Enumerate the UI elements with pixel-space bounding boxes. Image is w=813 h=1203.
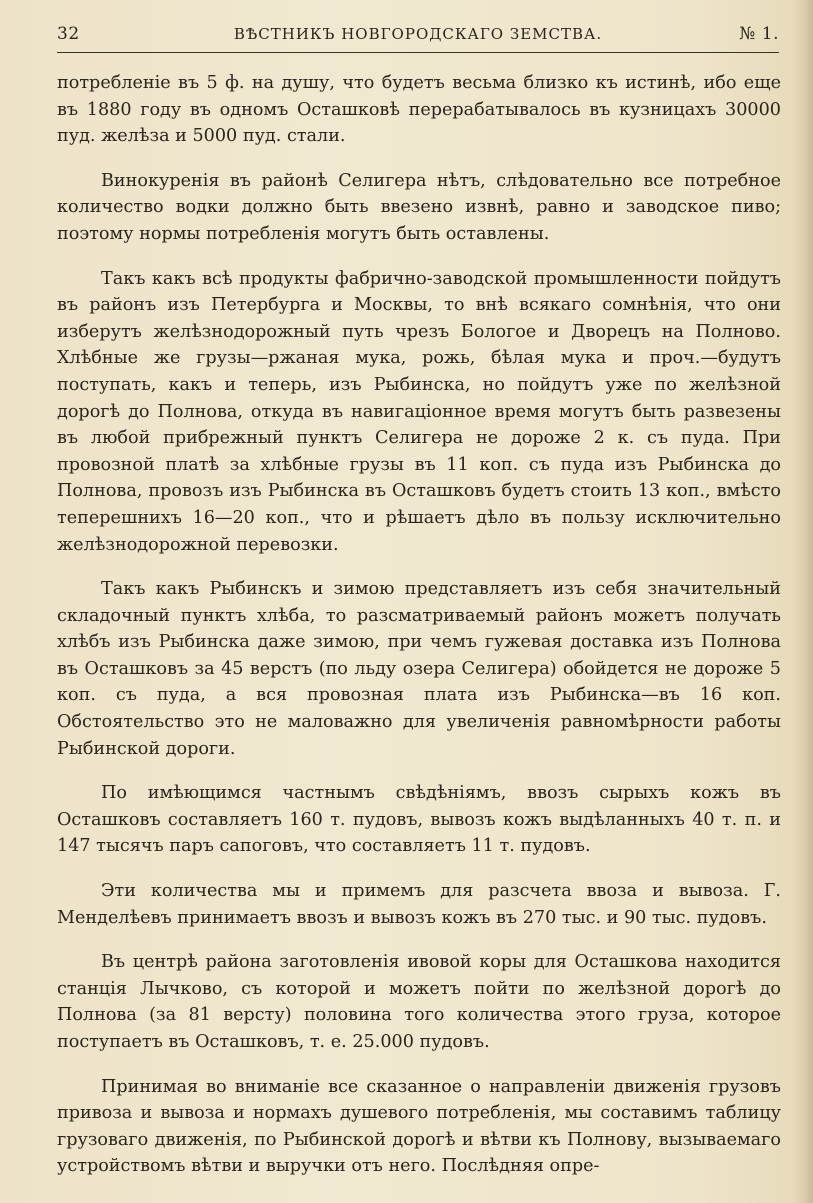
paragraph: Эти количества мы и примемъ для разсчета ввоза и вывоза. Г. Менделѣевъ принимаетъ ввозъ и вывозъ кожъ въ 270 тыс. и 90 тыс. пудовъ. <box>57 881 781 928</box>
paragraph: Такъ какъ Рыбинскъ и зимою представляетъ изъ себя значительный складочный пунктъ хлѣба, то разсматриваемый районъ можетъ получать хлѣбъ изъ Рыбинска даже зимою, при чемъ гужевая доставка изъ Полнова въ Осташковъ за 45 верстъ (по льду озера Селигера) обойдется не дороже 5 коп. съ пуда, а вся провозная плата изъ Рыбинска—въ 16 коп. Обстоятельство это не маловажно для увеличенія равномѣрности работы Рыбинской дороги. <box>57 579 781 759</box>
paragraph: Такъ какъ всѣ продукты фабрично-заводской промышленности пойдутъ въ районъ изъ Петербурга и Москвы, то внѣ всякаго сомнѣнія, что они изберутъ желѣзнодорожный путь чрезъ Бологое и Дворецъ на Полново. Хлѣбные же грузы—ржаная мука, рожь, бѣлая мука и проч.—будутъ поступать, какъ и теперь, изъ Рыбинска, но пойдутъ уже по желѣзной дорогѣ до Полнова, откуда въ навигаціонное время могутъ быть развезены въ любой прибрежный пунктъ Селигера не дороже 2 к. съ пуда. При провозной платѣ за хлѣбные грузы въ 11 коп. съ пуда изъ Рыбинска до Полнова, провозъ изъ Рыбинска въ Осташковъ будетъ стоить 13 коп., вмѣсто теперешнихъ 16—20 коп., что и рѣшаетъ дѣло въ пользу исключительно желѣзнодорожной перевозки. <box>57 268 781 555</box>
page-edge-shadow <box>791 0 813 1203</box>
running-header <box>57 22 779 53</box>
paragraph: Принимая во вниманіе все сказанное о направленіи движенія грузовъ привоза и вывоза и нормахъ душевого потребленія, мы составимъ таблицу грузоваго движенія, по Рыбинской дорогѣ и вѣтви къ Полнову, вызываемаго устройствомъ вѣтви и выручки отъ него. Послѣдняя опре- <box>57 1076 781 1177</box>
journal-title: ВѢСТНИКЪ НОВГОРОДСКАГО ЗЕМСТВА. <box>233 25 603 43</box>
paragraph: Винокуренія въ районѣ Селигера нѣтъ, слѣдовательно все потребное количество водки должно быть ввезено извнѣ, равно и заводское пиво; поэтому нормы потребленія могутъ быть оставлены. <box>57 170 781 244</box>
paragraph: потребленіе въ 5 ф. на душу, что будетъ весьма близко къ истинѣ, ибо еще въ 1880 году въ одномъ Осташковѣ перерабатывалось въ кузницахъ 30000 пуд. желѣза и 5000 пуд. стали. <box>57 73 781 147</box>
issue-number: № 1. <box>739 24 779 44</box>
paragraph: Въ центрѣ района заготовленія ивовой коры для Осташкова находится станція Лычково, съ которой и можетъ пойти по желѣзной дорогѣ до Полнова (за 81 версту) половина того количества этого груза, которое поступаетъ въ Осташковъ, т. е. 25.000 пудовъ. <box>57 952 781 1052</box>
paragraph: По имѣющимся частнымъ свѣдѣніямъ, ввозъ сырыхъ кожъ въ Осташковъ составляетъ 160 т. пудовъ, вывозъ кожъ выдѣланныхъ 40 т. п. и 147 тысячъ паръ сапоговъ, что составляетъ 11 т. пудовъ. <box>57 783 781 857</box>
article-body <box>57 70 781 1180</box>
page-number: 32 <box>57 24 80 44</box>
